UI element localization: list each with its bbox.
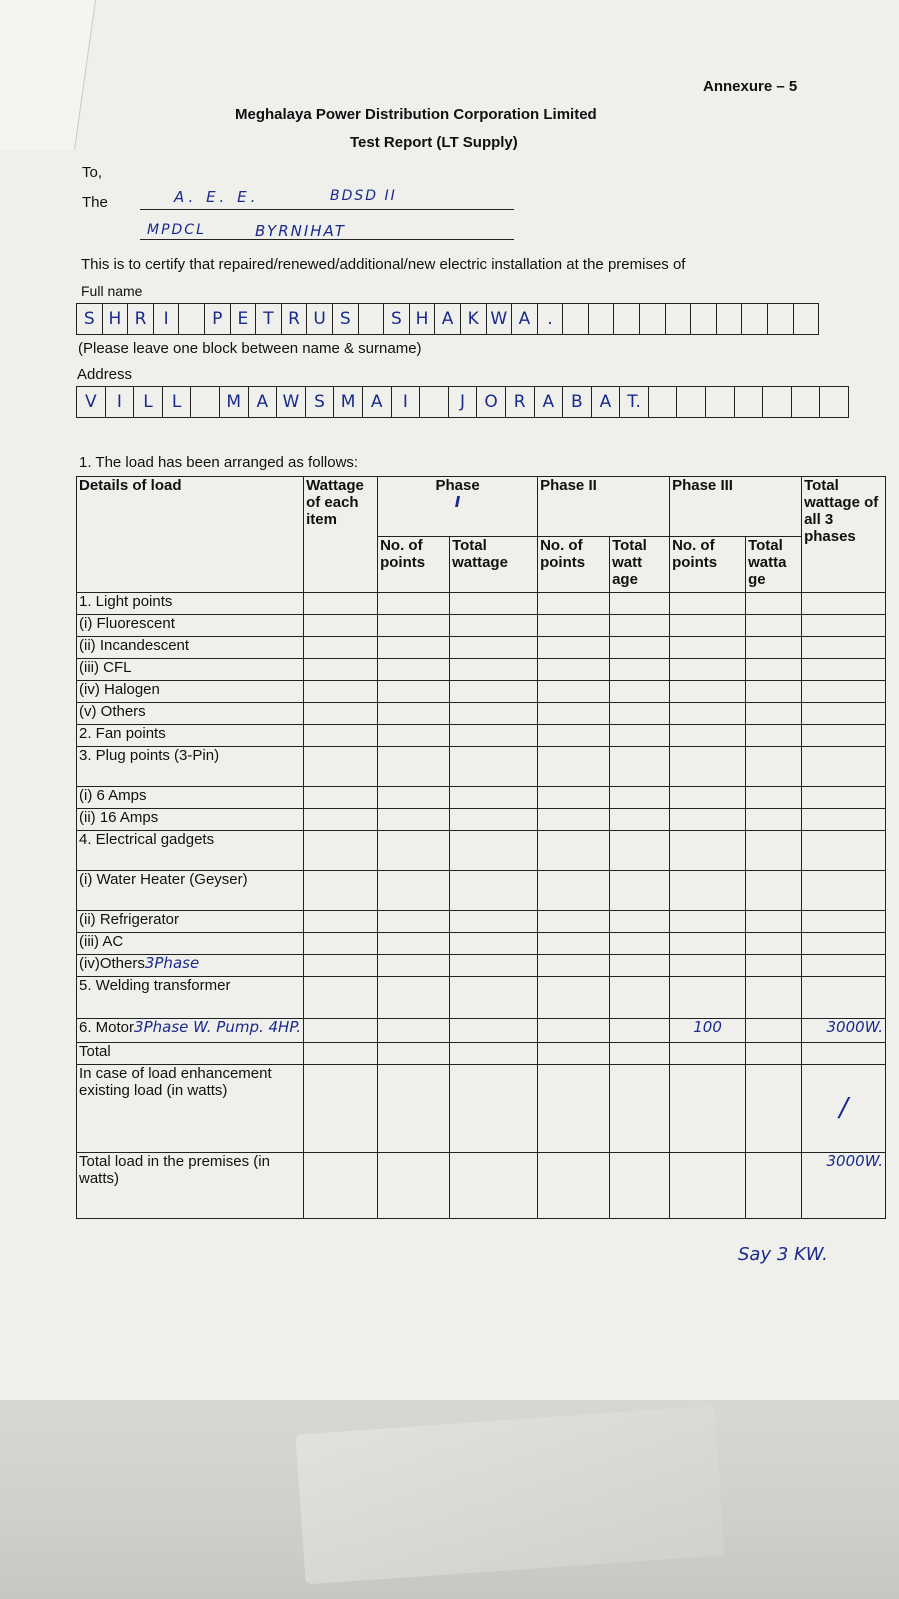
fullname-letter-box[interactable]: R [282,303,308,335]
load-cell[interactable] [450,615,538,637]
load-cell[interactable] [802,747,886,787]
load-cell[interactable] [610,593,670,615]
premises-row [77,1153,886,1219]
load-cell[interactable] [802,725,886,747]
load-cell[interactable] [538,725,610,747]
load-cell[interactable] [802,871,886,911]
load-cell[interactable] [304,615,378,637]
load-cell[interactable] [802,593,886,615]
load-cell[interactable] [450,933,538,955]
header-p1-wattage: Total wattage [450,537,538,593]
load-cell[interactable] [670,955,746,977]
load-cell[interactable] [304,747,378,787]
to-label: To, [82,164,103,181]
load-cell[interactable] [378,703,450,725]
load-row-label: (ii) Incandescent [77,637,304,659]
load-cell[interactable] [378,871,450,911]
address-letter-box[interactable]: V [77,386,106,418]
load-row [77,681,886,703]
address-letter-box[interactable] [677,386,706,418]
load-cell[interactable] [538,747,610,787]
load-cell[interactable] [538,637,610,659]
recipient-underline-1 [140,209,514,210]
load-cell[interactable] [746,955,802,977]
header-p1-points: No. of points [378,537,450,593]
load-cell[interactable] [378,911,450,933]
fullname-letter-box[interactable]: A [435,303,461,335]
load-cell[interactable] [746,977,802,1019]
recipient-office: BDSD II [330,188,397,204]
fullname-letter-box[interactable]: R [128,303,154,335]
address-letter-box[interactable]: I [392,386,421,418]
load-cell[interactable] [746,725,802,747]
load-cell[interactable] [670,933,746,955]
fullname-letter-box[interactable]: P [205,303,231,335]
address-letter-box[interactable] [763,386,792,418]
address-label: Address [77,366,133,383]
load-cell[interactable] [610,787,670,809]
load-cell[interactable] [746,681,802,703]
load-cell[interactable] [610,911,670,933]
address-letter-box[interactable]: L [134,386,163,418]
address-letter-box[interactable]: M [334,386,363,418]
load-row [77,871,886,911]
load-row [77,637,886,659]
address-letter-box[interactable]: R [506,386,535,418]
load-cell[interactable] [304,831,378,871]
load-cell[interactable] [802,831,886,871]
fullname-letter-box[interactable]: K [461,303,487,335]
load-cell[interactable] [450,787,538,809]
recipient-designation: A. E. E. [174,188,260,206]
premises-total: 3000W. [802,1153,886,1219]
load-cell[interactable] [670,911,746,933]
load-cell[interactable] [610,933,670,955]
address-letter-box[interactable]: M [220,386,249,418]
load-cell[interactable] [670,809,746,831]
load-cell[interactable] [450,911,538,933]
load-cell[interactable] [378,809,450,831]
load-row [77,831,886,871]
load-cell[interactable] [538,911,610,933]
address-letter-box[interactable]: J [449,386,478,418]
load-row-label: (i) Fluorescent [77,615,304,637]
load-row [77,659,886,681]
load-cell[interactable] [610,871,670,911]
load-cell[interactable] [450,977,538,1019]
motor-phase3-points: 100 [670,1019,746,1043]
load-row-label: 1. Light points [77,593,304,615]
load-cell[interactable] [538,933,610,955]
load-cell[interactable] [802,659,886,681]
fullname-label: Full name [81,283,143,299]
load-cell[interactable] [378,681,450,703]
load-cell[interactable] [304,809,378,831]
load-cell[interactable] [670,747,746,787]
load-row-label: (i) 6 Amps [77,787,304,809]
load-cell[interactable] [538,659,610,681]
fullname-boxes[interactable] [76,303,819,335]
load-cell[interactable] [538,871,610,911]
address-letter-box[interactable]: A [535,386,564,418]
load-cell[interactable] [378,933,450,955]
address-letter-box[interactable]: A [363,386,392,418]
fullname-letter-box[interactable] [179,303,205,335]
load-cell[interactable] [802,787,886,809]
load-cell[interactable] [304,725,378,747]
address-boxes[interactable] [76,386,849,418]
load-cell[interactable] [378,615,450,637]
total-label: Total [77,1043,304,1065]
load-cell[interactable] [610,659,670,681]
fullname-instruction: (Please leave one block between name & surname) [78,340,422,357]
load-row [77,809,886,831]
load-cell[interactable] [670,637,746,659]
load-cell[interactable] [670,703,746,725]
fullname-letter-box[interactable]: W [487,303,513,335]
say-note: Say 3 KW. [738,1244,828,1265]
load-cell[interactable] [746,831,802,871]
load-row-label: 5. Welding transformer [77,977,304,1019]
motor-row [77,1019,886,1043]
the-label: The [82,194,108,211]
phase-1-handwritten: I [454,493,461,511]
fullname-letter-box[interactable] [691,303,717,335]
load-cell[interactable] [538,809,610,831]
load-cell[interactable] [670,725,746,747]
load-row-label: 3. Plug points (3-Pin) [77,747,304,787]
fullname-letter-box[interactable] [794,303,820,335]
load-cell[interactable] [746,933,802,955]
load-row-label: (iv) Halogen [77,681,304,703]
fullname-letter-box[interactable]: . [538,303,564,335]
load-cell[interactable] [450,831,538,871]
load-cell[interactable] [802,681,886,703]
load-cell[interactable] [450,955,538,977]
load-cell[interactable] [538,831,610,871]
load-cell[interactable] [802,977,886,1019]
load-cell[interactable] [746,703,802,725]
fullname-letter-box[interactable] [359,303,385,335]
load-row [77,747,886,787]
fullname-letter-box[interactable]: U [307,303,333,335]
address-letter-box[interactable]: T. [620,386,649,418]
load-cell[interactable] [538,955,610,977]
load-row-label: (iii) AC [77,933,304,955]
address-letter-box[interactable]: O [477,386,506,418]
load-cell[interactable] [746,871,802,911]
address-letter-box[interactable] [792,386,821,418]
load-cell[interactable] [802,703,886,725]
load-table [76,476,886,1219]
address-letter-box[interactable] [735,386,764,418]
load-cell[interactable] [670,787,746,809]
load-cell[interactable] [538,681,610,703]
load-cell[interactable] [670,659,746,681]
address-letter-box[interactable]: W [277,386,306,418]
recipient-company: MPDCL [147,222,206,238]
load-cell[interactable] [746,637,802,659]
header-p3-points: No. of points [670,537,746,593]
load-cell[interactable] [538,977,610,1019]
load-cell[interactable] [670,593,746,615]
load-row-label: (i) Water Heater (Geyser) [77,871,304,911]
certify-statement: This is to certify that repaired/renewed/additional/new electric installation at the premises of [81,256,686,273]
load-cell[interactable] [670,681,746,703]
address-letter-box[interactable] [191,386,220,418]
load-row-label: (v) Others [77,703,304,725]
load-cell[interactable] [304,955,378,977]
fullname-letter-box[interactable] [768,303,794,335]
load-cell[interactable] [538,615,610,637]
motor-total-wattage: 3000W. [802,1019,886,1043]
address-letter-box[interactable] [649,386,678,418]
report-title: Test Report (LT Supply) [350,134,518,151]
fullname-letter-box[interactable] [666,303,692,335]
load-cell[interactable] [746,659,802,681]
load-row [77,955,886,977]
load-row-label: (iii) CFL [77,659,304,681]
address-letter-box[interactable]: L [163,386,192,418]
annexure-label: Annexure – 5 [703,78,798,95]
fullname-letter-box[interactable]: S [384,303,410,335]
address-letter-box[interactable]: S [306,386,335,418]
header-wattage: Wattage of each item [304,477,378,593]
load-cell[interactable] [802,809,886,831]
load-row [77,911,886,933]
load-row [77,725,886,747]
load-cell[interactable] [746,593,802,615]
fullname-letter-box[interactable] [742,303,768,335]
address-letter-box[interactable] [420,386,449,418]
fullname-letter-box[interactable]: H [410,303,436,335]
load-cell[interactable] [304,911,378,933]
load-cell[interactable] [610,725,670,747]
load-cell[interactable] [304,933,378,955]
address-letter-box[interactable]: B [563,386,592,418]
load-row [77,593,886,615]
recipient-location: BYRNIHAT [255,222,346,240]
fullname-letter-box[interactable] [614,303,640,335]
load-cell[interactable] [450,593,538,615]
load-row [77,933,886,955]
load-cell[interactable] [746,809,802,831]
header-p2-wattage: Total watt age [610,537,670,593]
load-cell[interactable] [610,637,670,659]
load-cell[interactable] [304,637,378,659]
fullname-letter-box[interactable]: I [154,303,180,335]
load-cell[interactable] [610,703,670,725]
fullname-letter-box[interactable]: S [333,303,359,335]
fullname-letter-box[interactable] [563,303,589,335]
load-cell[interactable] [670,871,746,911]
load-row [77,787,886,809]
paper-fold [295,1406,724,1585]
address-letter-box[interactable] [820,386,849,418]
address-letter-box[interactable]: I [106,386,135,418]
desk-background [0,1400,899,1599]
load-row [77,977,886,1019]
load-cell[interactable] [538,787,610,809]
load-cell[interactable] [610,809,670,831]
load-cell[interactable] [802,637,886,659]
fullname-letter-box[interactable]: S [77,303,103,335]
header-total-all-phases: Total wattage of all 3 phases [802,477,886,593]
address-letter-box[interactable]: A [592,386,621,418]
address-letter-box[interactable]: A [249,386,278,418]
load-cell[interactable] [670,615,746,637]
enhancement-total: / [802,1065,886,1153]
motor-handwritten: 3Phase W. Pump. 4HP. [134,1018,302,1036]
load-cell[interactable] [802,615,886,637]
load-row-label: 4. Electrical gadgets [77,831,304,871]
load-row-label: (iv)Others3Phase [77,955,304,977]
load-row-label: (ii) Refrigerator [77,911,304,933]
load-cell[interactable] [746,615,802,637]
load-cell[interactable] [450,681,538,703]
load-cell[interactable] [610,831,670,871]
load-cell[interactable] [538,703,610,725]
load-cell[interactable] [610,615,670,637]
load-row [77,703,886,725]
load-cell[interactable] [378,725,450,747]
fullname-letter-box[interactable]: H [103,303,129,335]
load-cell[interactable] [746,747,802,787]
load-cell[interactable] [450,725,538,747]
load-cell[interactable] [802,911,886,933]
fullname-letter-box[interactable]: A [512,303,538,335]
fullname-letter-box[interactable]: T [256,303,282,335]
load-cell[interactable] [802,955,886,977]
load-row-label: 2. Fan points [77,725,304,747]
header-phase-3: Phase III [670,477,802,537]
load-cell[interactable] [304,593,378,615]
address-letter-box[interactable] [706,386,735,418]
premises-label: Total load in the premises (in watts) [77,1153,304,1219]
load-cell[interactable] [378,977,450,1019]
load-cell[interactable] [304,977,378,1019]
enhancement-row [77,1065,886,1153]
load-cell[interactable] [450,747,538,787]
load-cell[interactable] [670,977,746,1019]
load-cell[interactable] [802,933,886,955]
load-cell[interactable] [378,787,450,809]
header-details: Details of load [77,477,304,593]
fullname-letter-box[interactable] [717,303,743,335]
load-cell[interactable] [378,831,450,871]
load-cell[interactable] [304,871,378,911]
load-cell[interactable] [378,659,450,681]
motor-label: 6. Motor3Phase W. Pump. 4HP. [77,1019,304,1043]
load-cell[interactable] [610,681,670,703]
load-heading: 1. The load has been arranged as follows: [79,454,359,471]
load-cell[interactable] [378,593,450,615]
header-phase-2: Phase II [538,477,670,537]
load-cell[interactable] [450,809,538,831]
load-cell[interactable] [378,955,450,977]
load-row-label: (ii) 16 Amps [77,809,304,831]
load-cell[interactable] [746,911,802,933]
load-cell[interactable] [610,955,670,977]
load-cell[interactable] [610,977,670,1019]
load-cell[interactable] [670,831,746,871]
fullname-letter-box[interactable] [589,303,615,335]
total-row [77,1043,886,1065]
load-cell[interactable] [378,637,450,659]
load-cell[interactable] [450,637,538,659]
load-cell[interactable] [304,703,378,725]
header-phase-1: Phase I [378,477,538,537]
load-cell[interactable] [304,787,378,809]
load-row [77,615,886,637]
header-p3-wattage: Total watta ge [746,537,802,593]
enhancement-label: In case of load enhancement existing load (in watts) [77,1065,304,1153]
load-cell[interactable] [746,787,802,809]
fullname-letter-box[interactable] [640,303,666,335]
load-cell[interactable] [450,871,538,911]
fullname-letter-box[interactable]: E [231,303,257,335]
organization-title: Meghalaya Power Distribution Corporation Limited [235,106,597,123]
load-row-handwritten: 3Phase [144,954,200,972]
header-p2-points: No. of points [538,537,610,593]
load-cell[interactable] [450,659,538,681]
load-cell[interactable] [538,593,610,615]
load-cell[interactable] [450,703,538,725]
load-cell[interactable] [378,747,450,787]
load-cell[interactable] [610,747,670,787]
load-cell[interactable] [304,659,378,681]
load-cell[interactable] [304,681,378,703]
